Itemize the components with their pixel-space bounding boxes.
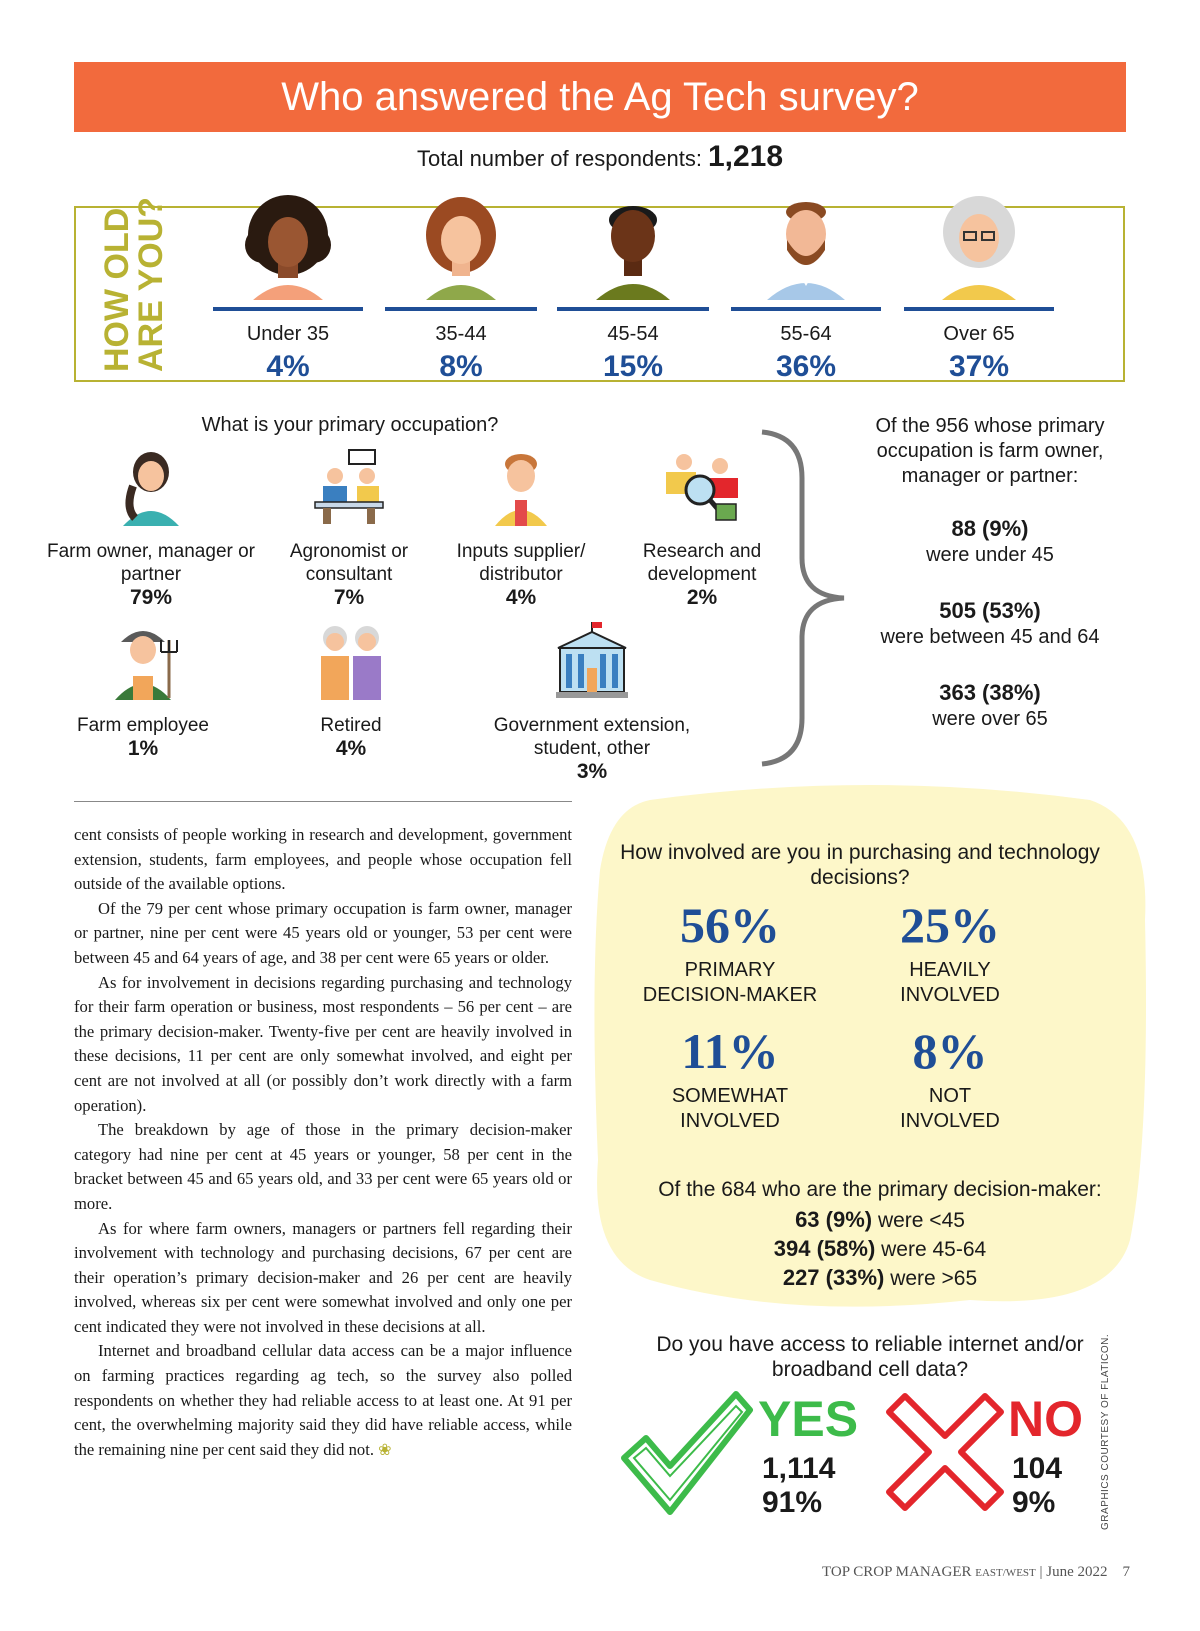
involvement-pct: 25% <box>900 897 1000 953</box>
decision-maker-title: Of the 684 who are the primary decision-maker: <box>658 1178 1102 1201</box>
age-bar <box>385 307 537 311</box>
farm-stat-value: 88 (9%) <box>951 516 1029 541</box>
farm-stat-value: 363 (38%) <box>939 680 1041 705</box>
article-paragraph-text: Internet and broadband cellular data access can be a major influence on farming practices regarding ag tech, so the survey also polled respondents on whether they had reliable access to at least one. At 91 per cent, the overwhelming majority said they did have reliable access, while the remaining nine per cent said they did not. <box>74 1341 572 1459</box>
involvement-line2: INVOLVED <box>680 1110 780 1132</box>
footer-edition: EAST/WEST <box>975 1567 1036 1579</box>
decision-maker-text: were <45 <box>877 1209 965 1232</box>
occupation-label: Retired <box>320 715 382 736</box>
occupation-pct: 79% <box>129 586 173 609</box>
age-group-pct: 36% <box>775 350 837 383</box>
age-bar <box>904 307 1054 311</box>
article-paragraph: Of the 79 per cent whose primary occupation is farm owner, manager or partner, nine per cent were 45 years old or younger, 53 per cent were between 45 and 64 years of age, and 38 per cent were 65 years or older. <box>74 898 572 967</box>
age-group-label: 35-44 <box>435 323 487 345</box>
age-group-label: 45-54 <box>607 323 659 345</box>
occupation-farm-employee <box>38 620 248 760</box>
article-paragraph: The breakdown by age of those in the primary decision-maker category had nine per cent at 45 years or younger, 58 per cent in the bracket between 45 and 65 years old, and 33 per cent were 65 years old or more. <box>74 1120 572 1213</box>
age-group-under-35 <box>213 190 363 384</box>
article-paragraph: cent consists of people working in research and development, government extension, students, farm employees, and people whose occupation fell outside of the available options. <box>74 825 572 894</box>
farm-stat-45-64 <box>840 598 1140 650</box>
government-building-icon <box>552 620 632 700</box>
age-group-over-65 <box>904 190 1054 384</box>
farm-stat-over-65 <box>840 680 1140 732</box>
occupation-label: Farm owner, manager or partner <box>46 541 256 585</box>
research-icon <box>662 446 742 526</box>
farm-worker-icon <box>103 620 183 700</box>
decision-maker-value: 63 (9%) <box>795 1207 873 1232</box>
no-count: 104 <box>1012 1452 1063 1485</box>
woman-brown-hair-icon <box>406 190 516 300</box>
occupation-pct: 2% <box>686 586 718 609</box>
page-footer <box>700 1564 1130 1581</box>
internet-title: Do you have access to reliable internet and/or broadband cell data? <box>656 1333 1084 1381</box>
farm-stat-value: 505 (53%) <box>939 598 1041 623</box>
involvement-pct: 11% <box>681 1023 779 1079</box>
involvement-line1: SOMEWHAT <box>671 1085 789 1107</box>
decision-maker-value: 227 (33%) <box>782 1265 885 1290</box>
involvement-primary <box>620 896 840 1008</box>
age-section-label <box>84 196 170 376</box>
age-group-55-64 <box>731 190 881 384</box>
article-paragraph: As for involvement in decisions regarding purchasing and technology for their farm operation or business, most respondents – 56 per cent – are the primary decision-maker. Twenty-five per cent are heavily involved in these decisions, 11 per cent are only somewhat involved, and eight per cent are not involved at all (or possibly don’t work directly with a farm operation). <box>74 972 572 1115</box>
occupation-pct: 4% <box>335 737 367 760</box>
man-dark-skin-icon <box>578 190 688 300</box>
age-group-label: Under 35 <box>246 323 330 345</box>
man-beard-icon <box>751 190 861 300</box>
involvement-not <box>840 1022 1060 1134</box>
age-label-line2: ARE YOU? <box>132 196 170 372</box>
occupation-government-other <box>462 620 722 783</box>
occupation-pct: 7% <box>333 586 365 609</box>
curly-brace-icon <box>760 428 850 768</box>
article-paragraph: As for where farm owners, managers or partners fell regarding their involvement with technology and purchasing decisions, 67 per cent are their operation’s primary decision-maker and 26 per cent are heavily involved, whereas six per cent were somewhat involved and only one per cent indicated they were not involved in these decisions at all. <box>74 1218 572 1336</box>
total-label: Total number of respondents: <box>416 146 702 171</box>
occupation-pct: 4% <box>505 586 537 609</box>
age-group-label: 55-64 <box>780 323 832 345</box>
occupation-retired <box>246 620 456 760</box>
involvement-line2: DECISION-MAKER <box>642 984 818 1006</box>
age-label-line1: HOW OLD <box>98 207 136 372</box>
age-bar <box>731 307 881 311</box>
involvement-title: How involved are you in purchasing and technology decisions? <box>620 841 1100 889</box>
involvement-line1: NOT <box>928 1085 972 1107</box>
farm-owners-title: Of the 956 whose primary occupation is farm owner, manager or partner: <box>875 415 1105 487</box>
decision-maker-over-65 <box>620 1265 1140 1291</box>
occupation-title: What is your primary occupation? <box>201 414 499 436</box>
decision-maker-text: were >65 <box>890 1267 978 1290</box>
farm-stat-text: were under 45 <box>926 544 1054 566</box>
decision-maker-45-64 <box>620 1236 1140 1262</box>
farm-stat-text: were over 65 <box>932 708 1048 730</box>
graphics-credit: GRAPHICS COURTESY OF FLATICON. <box>1100 1333 1111 1530</box>
farm-stat-text: were between 45 and 64 <box>880 626 1100 648</box>
involvement-line2: INVOLVED <box>900 1110 1000 1132</box>
footer-issue: | June 2022 <box>1039 1564 1108 1580</box>
age-group-pct: 8% <box>439 350 483 383</box>
involvement-pct: 8% <box>912 1023 988 1079</box>
total-value: 1,218 <box>707 140 784 173</box>
woman-curly-hair-icon <box>233 190 343 300</box>
involvement-line2: INVOLVED <box>900 984 1000 1006</box>
age-bar <box>213 307 363 311</box>
footer-publication: TOP CROP MANAGER <box>822 1564 972 1580</box>
consultant-icon <box>309 446 389 526</box>
yes-label: YES <box>758 1391 859 1447</box>
occupation-label: Farm employee <box>77 715 209 736</box>
article-last-paragraph <box>74 1339 572 1463</box>
occupation-pct: 3% <box>576 760 608 783</box>
banner-title: Who answered the Ag Tech survey? <box>74 62 1126 132</box>
yes-pct: 91% <box>762 1486 823 1519</box>
age-group-35-44 <box>385 190 537 384</box>
farmer-woman-icon <box>111 446 191 526</box>
occupation-inputs-supplier <box>416 446 626 609</box>
occupation-label: Inputs supplier/ distributor <box>456 541 586 585</box>
article-body <box>74 823 572 1463</box>
decision-maker-under-45 <box>620 1207 1140 1233</box>
total-respondents <box>0 140 1200 174</box>
occupation-label: Government extension, student, other <box>493 715 691 759</box>
decision-maker-value: 394 (58%) <box>773 1236 876 1261</box>
age-group-pct: 15% <box>602 350 664 383</box>
involvement-line1: PRIMARY <box>684 959 776 981</box>
decision-maker-text: were 45-64 <box>881 1238 987 1261</box>
end-mark-icon: ❀ <box>378 1441 392 1459</box>
no-label: NO <box>1008 1391 1083 1447</box>
involvement-line1: HEAVILY <box>909 959 991 981</box>
no-pct: 9% <box>1012 1486 1056 1519</box>
occupation-farm-owner <box>46 446 256 609</box>
supplier-icon <box>481 446 561 526</box>
age-group-pct: 4% <box>266 350 310 383</box>
involvement-somewhat <box>620 1022 840 1134</box>
age-group-pct: 37% <box>948 350 1010 383</box>
occupation-label: Agronomist or consultant <box>289 541 409 585</box>
cross-icon <box>885 1390 1005 1515</box>
older-woman-glasses-icon <box>924 190 1034 300</box>
age-bar <box>557 307 709 311</box>
age-group-45-54 <box>557 190 709 384</box>
retired-couple-icon <box>311 620 391 700</box>
occupation-pct: 1% <box>127 737 159 760</box>
involvement-pct: 56% <box>680 897 780 953</box>
yes-count: 1,114 <box>762 1452 836 1485</box>
page-number: 7 <box>1122 1564 1130 1580</box>
involvement-heavily <box>840 896 1060 1008</box>
age-group-label: Over 65 <box>943 323 1015 345</box>
section-divider <box>74 801 572 802</box>
occupation-label: Research and development <box>642 541 762 585</box>
farm-stat-under-45 <box>840 516 1140 568</box>
checkmark-icon <box>618 1388 753 1518</box>
